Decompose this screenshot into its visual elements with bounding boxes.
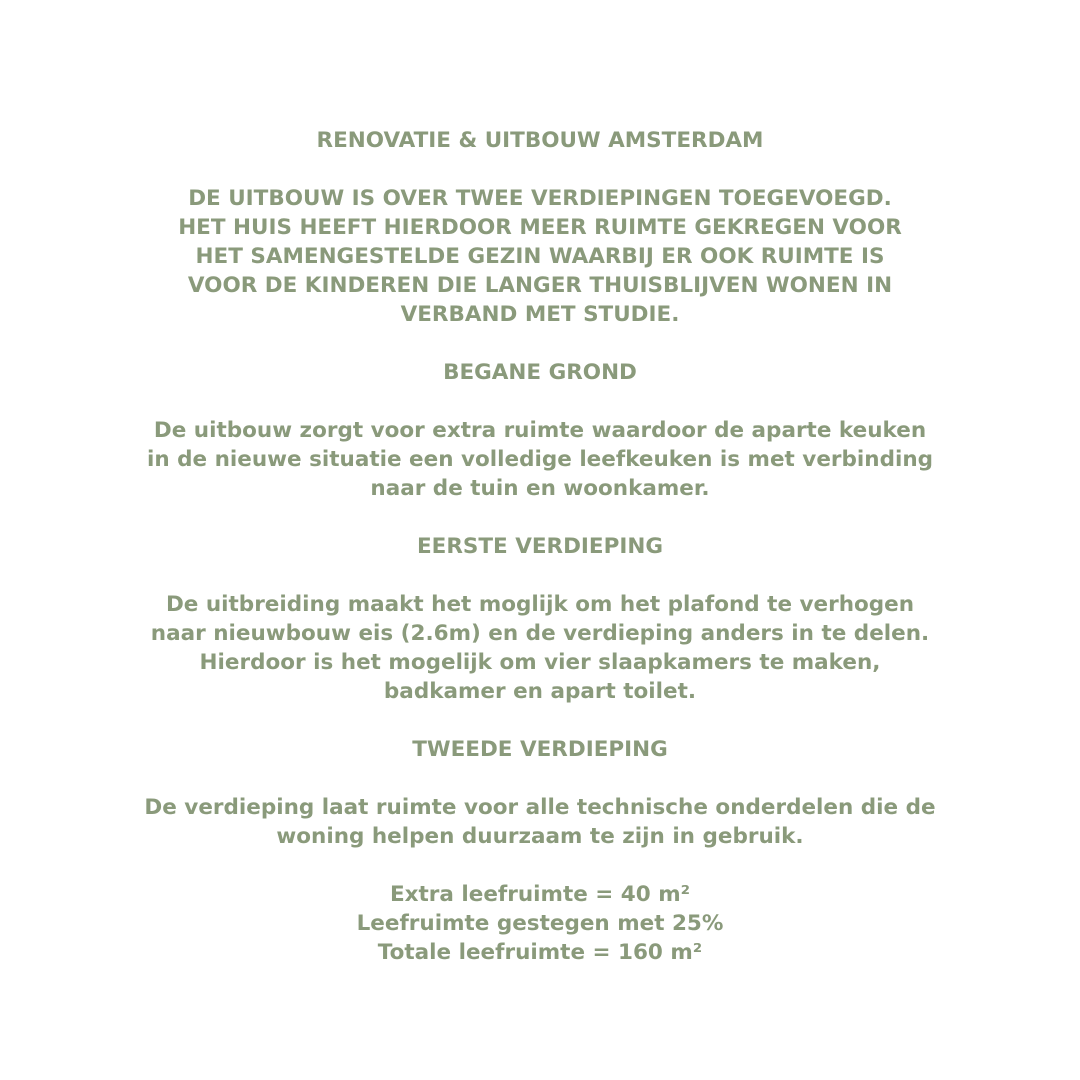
intro-line: DE UITBOUW IS OVER TWEE VERDIEPINGEN TOEGEVOEGD. [188, 186, 892, 211]
intro-line: HET HUIS HEEFT HIERDOOR MEER RUIMTE GEKREGEN VOOR [178, 215, 902, 240]
body-line: naar de tuin en woonkamer. [370, 476, 710, 501]
section-heading-second-floor [120, 735, 960, 764]
project-description [120, 126, 960, 996]
intro-line: VERBAND MET STUDIE. [400, 302, 680, 327]
body-line: De uitbouw zorgt voor extra ruimte waardoor de aparte keuken [153, 418, 927, 443]
body-line: woning helpen duurzaam te zijn in gebruik. [276, 824, 804, 849]
body-line: in de nieuwe situatie een volledige leefkeuken is met verbinding [146, 447, 934, 472]
stat-total-living-space: Totale leefruimte = 160 m² [377, 940, 703, 965]
stat-extra-living-space: Extra leefruimte = 40 m² [389, 882, 691, 907]
stat-living-space-increase: Leefruimte gestegen met 25% [356, 911, 724, 936]
intro-line: HET SAMENGESTELDE GEZIN WAARBIJ ER OOK RUIMTE IS [195, 244, 885, 269]
title-text: RENOVATIE & UITBOUW AMSTERDAM [316, 128, 764, 153]
body-line: badkamer en apart toilet. [383, 679, 697, 704]
section-body-first-floor [120, 590, 960, 706]
section-heading-ground-floor [120, 358, 960, 387]
body-line: De uitbreiding maakt het moglijk om het plafond te verhogen [165, 592, 915, 617]
section-body-ground-floor [120, 416, 960, 503]
heading-text: TWEEDE VERDIEPING [412, 737, 668, 762]
intro-line: VOOR DE KINDEREN DIE LANGER THUISBLIJVEN WONEN IN [187, 273, 893, 298]
body-line: Hierdoor is het mogelijk om vier slaapkamers te maken, [199, 650, 881, 675]
section-heading-first-floor [120, 532, 960, 561]
stats-summary [120, 880, 960, 967]
heading-text: EERSTE VERDIEPING [416, 534, 664, 559]
intro-paragraph [120, 184, 960, 329]
body-line: De verdieping laat ruimte voor alle technische onderdelen die de [144, 795, 936, 820]
heading-text: BEGANE GROND [443, 360, 637, 385]
section-body-second-floor [120, 793, 960, 851]
body-line: naar nieuwbouw eis (2.6m) en de verdieping anders in te delen. [150, 621, 930, 646]
page-title [120, 126, 960, 155]
